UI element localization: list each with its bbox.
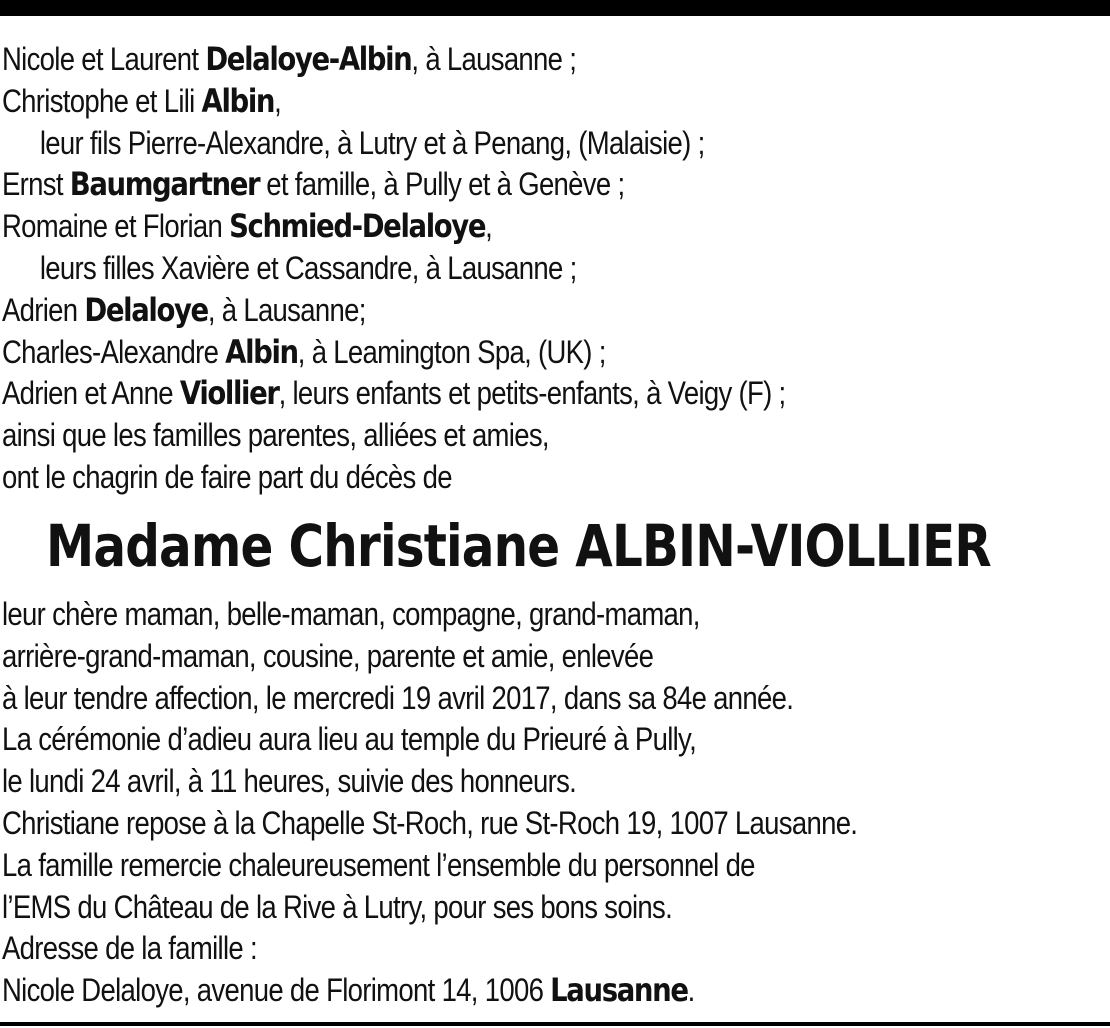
family-line: ainsi que les familles parentes, alliées et amies, xyxy=(2,417,549,454)
family-line: ont le chagrin de faire part du décès de xyxy=(2,458,452,495)
family-address-line: Nicole Delaloye, avenue de Florimont 14, 1006 Lausanne. xyxy=(2,971,695,1010)
family-surname: Delaloye xyxy=(84,290,208,329)
detail-line: Christiane repose à la Chapelle St-Roch, rue St-Roch 19, 1007 Lausanne. xyxy=(2,804,858,841)
family-line: Romaine et Florian Schmied-Delaloye, xyxy=(2,207,493,246)
family-surname: Schmied-Delaloye xyxy=(229,207,486,246)
deceased-name-heading: Madame Christiane ALBIN-VIOLLIER xyxy=(46,512,991,580)
family-line: Adrien Delaloye, à Lausanne; xyxy=(2,290,366,329)
detail-line: arrière-grand-maman, cousine, parente et amie, enlevée xyxy=(2,637,654,674)
family-line: Christophe et Lili Albin, xyxy=(2,81,282,120)
family-surname: Viollier xyxy=(179,374,279,413)
family-surname: Delaloye-Albin xyxy=(205,40,412,78)
announcement-details xyxy=(2,594,948,1012)
detail-line: l’EMS du Château de la Rive à Lutry, pour ses bons soins. xyxy=(2,888,673,925)
detail-line: à leur tendre affection, le mercredi 19 avril 2017, dans sa 84e année. xyxy=(2,679,794,716)
family-surname: Albin xyxy=(201,81,275,120)
family-list xyxy=(2,39,948,499)
detail-line: le lundi 24 avril, à 11 heures, suivie des honneurs. xyxy=(2,763,577,800)
bottom-border-rule xyxy=(0,1022,1110,1026)
family-line: Charles-Alexandre Albin, à Leamington Spa, (UK) ; xyxy=(2,332,606,371)
family-surname: Baumgartner xyxy=(69,165,260,204)
family-surname: Albin xyxy=(225,332,298,371)
detail-line: La cérémonie d’adieu aura lieu au temple du Prieuré à Pully, xyxy=(2,721,697,758)
top-border-rule xyxy=(0,0,1110,16)
family-line: Nicole et Laurent Delaloye-Albin, à Lausanne ; xyxy=(2,40,577,78)
detail-line: La famille remercie chaleureusement l’ensemble du personnel de xyxy=(2,846,755,883)
family-line: leur fils Pierre-Alexandre, à Lutry et à Penang, (Malaisie) ; xyxy=(39,124,705,161)
detail-line: Adresse de la famille : xyxy=(2,930,257,967)
address-city: Lausanne xyxy=(550,971,688,1010)
family-line: Adrien et Anne Viollier, leurs enfants et petits-enfants, à Veigy (F) ; xyxy=(2,374,786,413)
detail-line: leur chère maman, belle-maman, compagne, grand-maman, xyxy=(2,596,700,632)
family-line: leurs filles Xavière et Cassandre, à Lausanne ; xyxy=(39,249,577,286)
family-line: Ernst Baumgartner et famille, à Pully et à Genève ; xyxy=(2,165,625,204)
